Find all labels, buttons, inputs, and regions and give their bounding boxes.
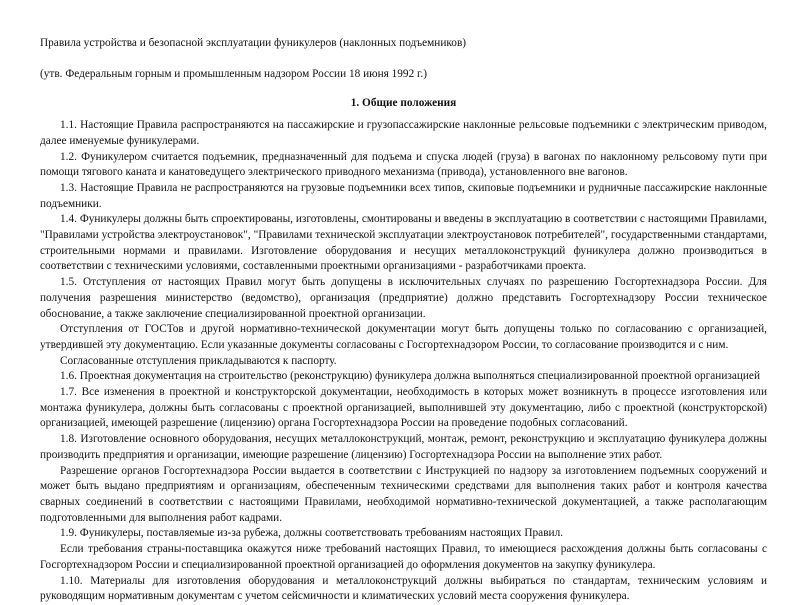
paragraph-1-6: 1.6. Проектная документация на строительство (реконструкцию) фуникулера должна выполняться специализированной проектной организацией <box>60 370 760 383</box>
paragraph-1-9-supplier: Если требования страны-поставщика окажутся ниже требований настоящих Правил, то имеющиеся расхождения должны быть согласованы с Госгортехнадзором России и специализированной проектной организацией до оформления документов на закупку фуникулера. <box>40 543 767 571</box>
paragraph-1-1: 1.1. Настоящие Правила распространяются на пассажирские и грузопассажирские наклонные рельсовые подъемники с электрическим приводом, далее именуемые фуникулерами. <box>40 119 767 147</box>
approval-note: (утв. Федеральным горным и промышленным надзором России 18 июня 1992 г.) <box>40 67 427 80</box>
section-heading: 1. Общие положения <box>350 97 457 110</box>
paragraph-1-7: 1.7. Все изменения в проектной и конструкторской документации, необходимость в которых может возникнуть в процессе изготовления или монтажа фуникулера, должны быть согласованы с проектной организацией, выполнившей эту документацию, либо с проектной (конструкторской) организацией, имеющей разрешение (лицензию) органа Госгортехнадзора России на проведение подобных согласований. <box>40 386 767 430</box>
paragraph-1-5: 1.5. Отступления от настоящих Правил могут быть допущены в исключительных случаях по разрешению Госгортехнадзора России. Для получения разрешения министерство (ведомство), организация (предприятие) должно представить Госгортехнадзору России техническое обоснование, а также заключение специализированной проектной организации. <box>40 276 767 320</box>
paragraph-1-9: 1.9. Фуникулеры, поставляемые из-за рубежа, должны соответствовать требованиям настоящих Правил. <box>60 527 564 540</box>
paragraph-1-8: 1.8. Изготовление основного оборудования, несущих металлоконструкций, монтаж, ремонт, реконструкцию и эксплуатацию фуникулера должны производить предприятия и организации, имеющие разрешение (лицензию) Госгортехнадзора России на выполнение этих работ. <box>40 433 767 461</box>
paragraph-1-2: 1.2. Фуникулером считается подъемник, предназначенный для подъема и спуска людей (груза) в вагонах по наклонному рельсовому пути при помощи тягового каната и канатоведущего электрического приводного механизма (привода), установленного вне вагонов. <box>40 150 767 179</box>
paragraph-1-4: 1.4. Фуникулеры должны быть спроектированы, изготовлены, смонтированы и введены в эксплуатацию в соответствии с настоящими Правилами, "Правилами устройства электроустановок", "Правилами технической эксплуатации электроустановок потребителей", государственными стандартами, строительными нормами и правилами. Изготовление оборудования и несущих металлоконструкций фуникулера должно производиться в соответствии с техническими условиями, составленными проектными организациями - разработчиками проекта. <box>40 213 767 273</box>
paragraph-1-5-passport: Согласованные отступления прикладываются к паспорту. <box>60 354 337 367</box>
paragraph-1-5-deviations: Отступления от ГОСТов и другой нормативно-технической документации могут быть допущены только по согласованию с организацией, утвердившей эту документацию. Если указанные документы согласованы с Госгортехнадзором России, то согласование производится и с ним. <box>40 323 767 351</box>
paragraph-1-3: 1.3. Настоящие Правила не распространяются на грузовые подъемники всех типов, скиповые подъемники и рудничные пассажирские наклонные подъемники. <box>40 181 767 210</box>
paragraph-1-10: 1.10. Материалы для изготовления оборудования и металлоконструкций должны выбираться по стандартам, техническим условиям и руководящим нормативным документам с учетом сейсмичности и климатических условий места сооружения фуникулера. <box>40 574 767 603</box>
paragraph-1-8-permission: Разрешение органов Госгортехнадзора России выдается в соответствии с Инструкцией по надзору за изготовлением подъемных сооружений и может быть выдано предприятиям и организациям, обеспеченным техническими средствами для выполнения таких работ и контроля качества сварных соединений в соответствии с настоящими Правилами, необходимой нормативно-технической документацией, а также располагающим подготовленными для выполнения работ кадрами. <box>40 464 767 524</box>
document-title: Правила устройства и безопасной эксплуатации фуникулеров (наклонных подъемников) <box>40 37 467 49</box>
